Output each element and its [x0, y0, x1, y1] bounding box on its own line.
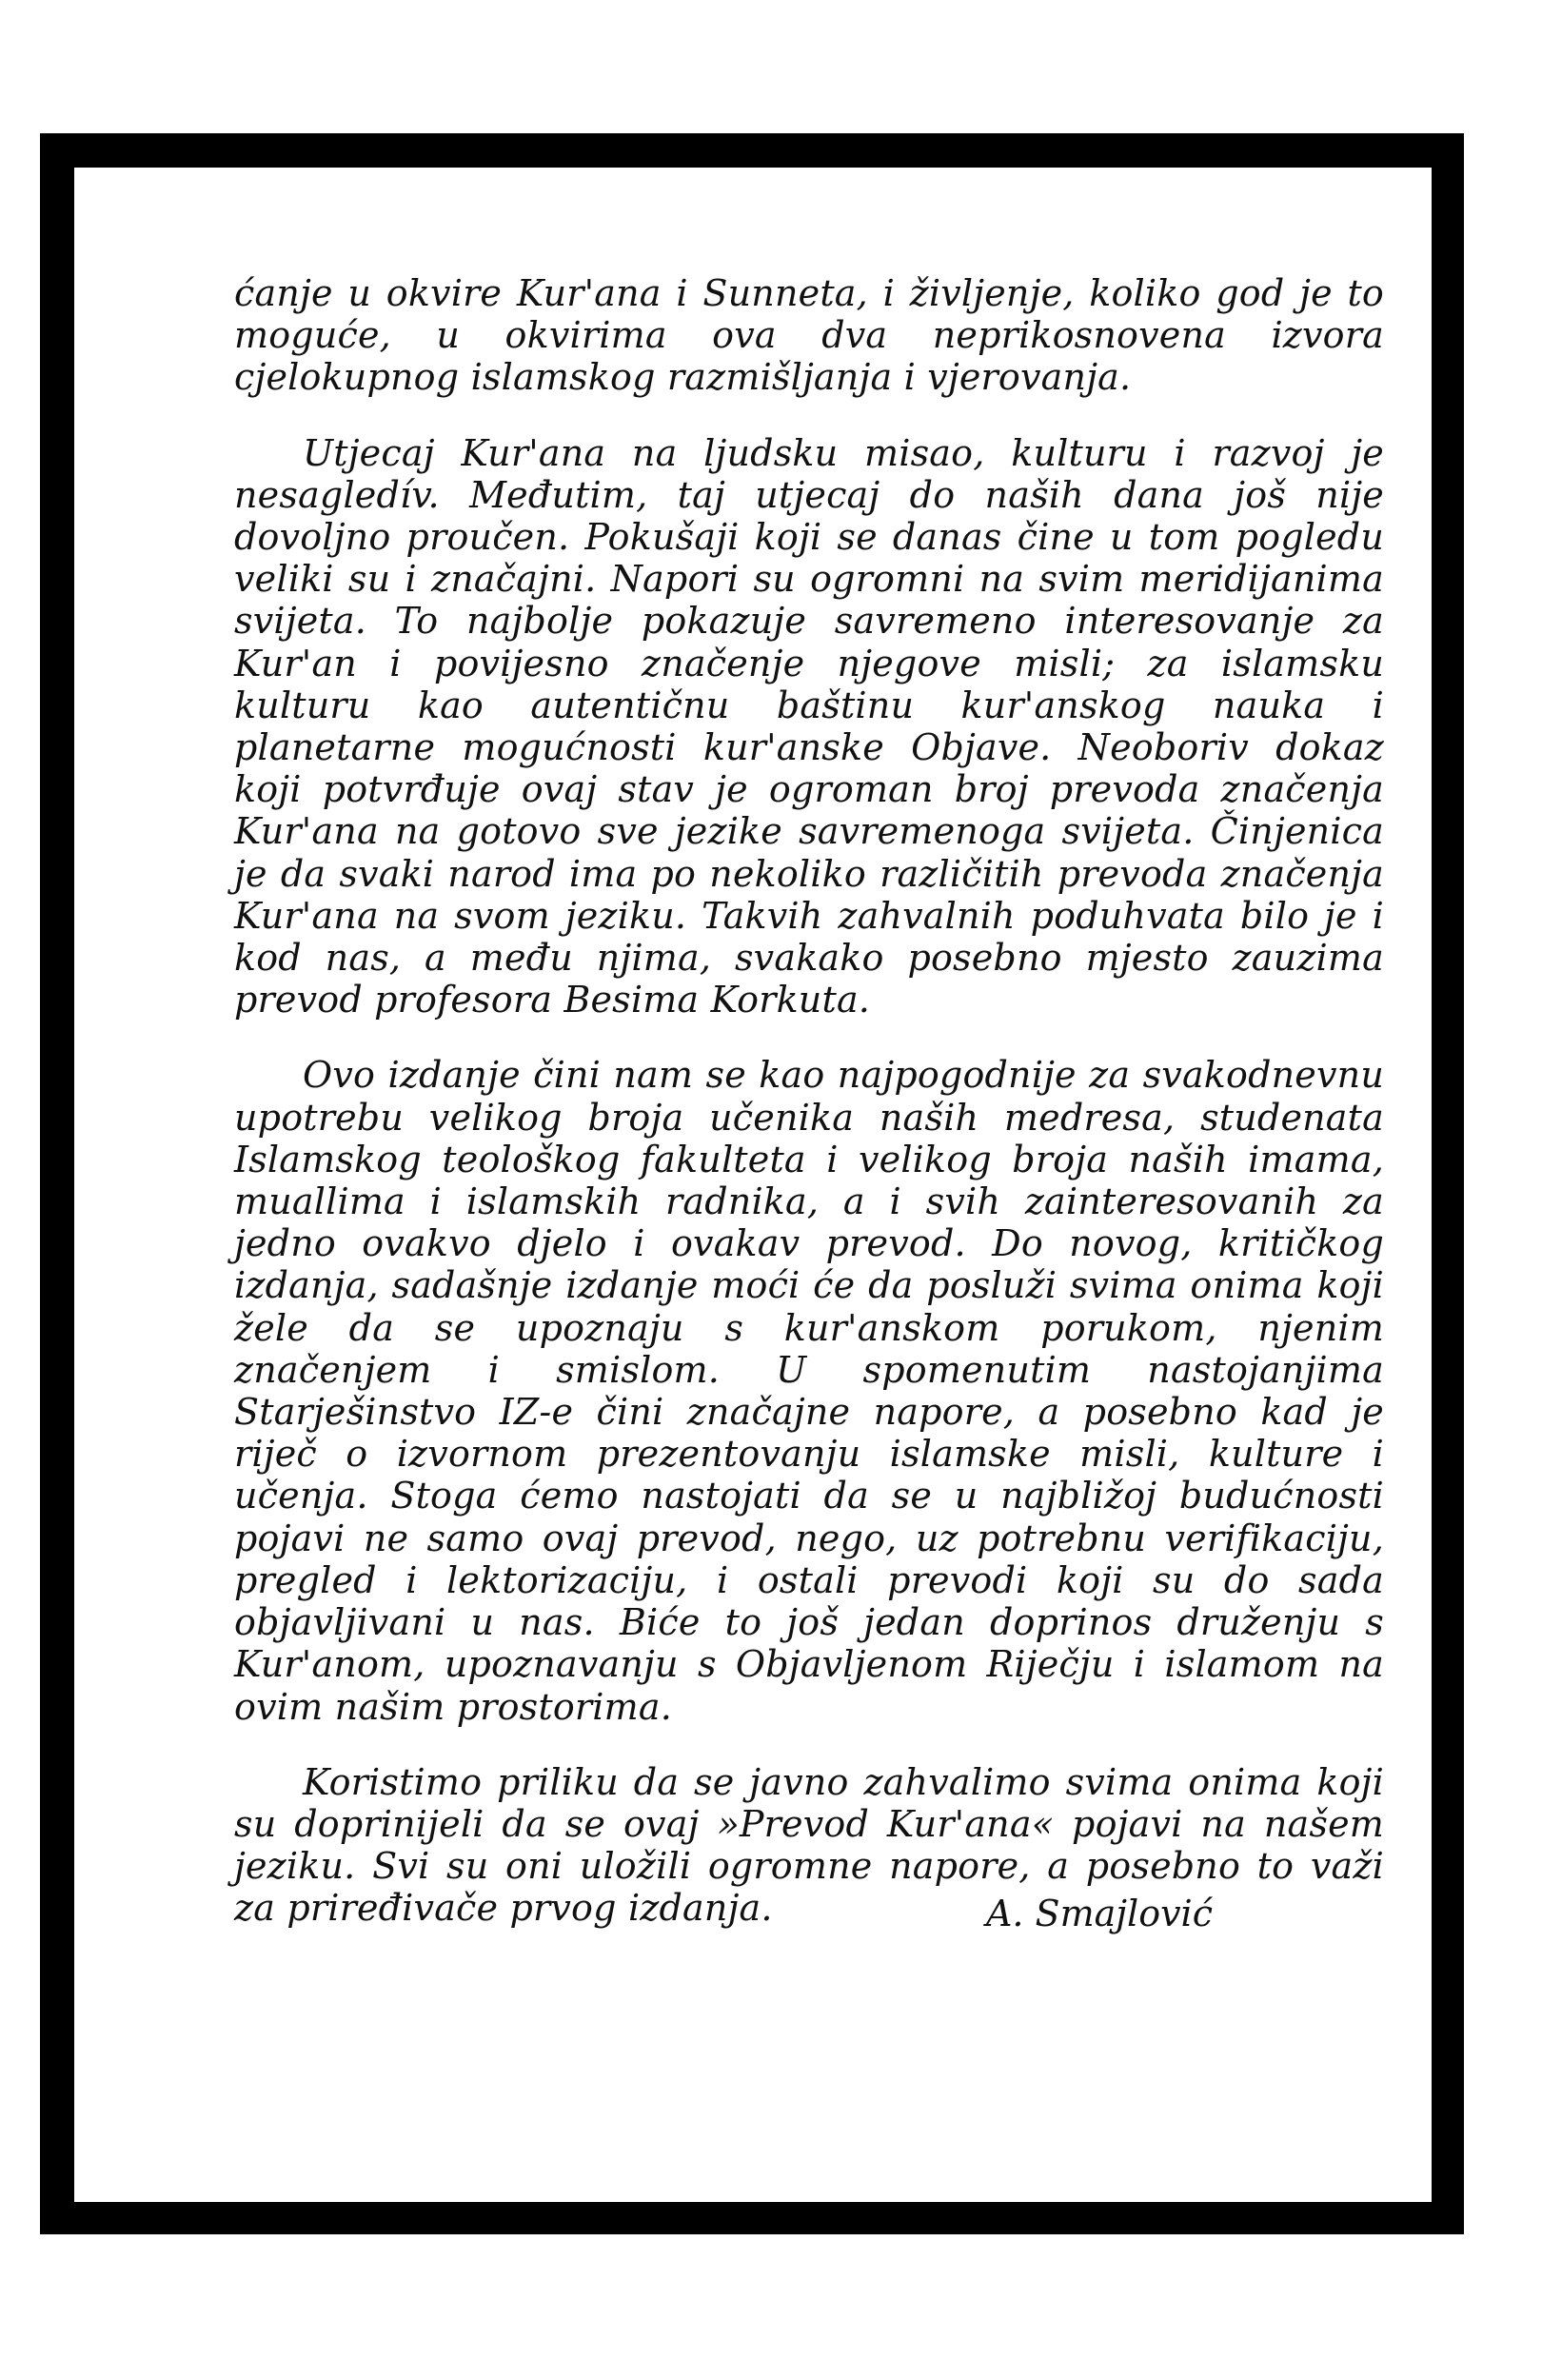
author-signature: A. Smajlović	[985, 1893, 1213, 1934]
page-border-frame	[40, 133, 1464, 2234]
paragraph-edition: Ovo izdanje čini nam se kao najpogodnije za svakodnevnu upotrebu velikog broja učenika naših medresa, studenata Islamskog teološkog fakulteta i velikog broja naših imama, muallima i islamskih radnika, a i svih zainteresovanih za jedno ovakvo djelo i ovakav prevod. Do novog, kritičkog izdanja, sadašnje izdanje moći će da posluži svima onima koji žele da se upoznaju s kur'anskom porukom, njenim značenjem i smislom. U spomenutim nastojanjima Starješinstvo IZ-e čini značajne napore, a posebno kad je riječ o izvornom prezentovanju islamske misli, kulture i učenja. Stoga ćemo nastojati da se u najbližoj budućnosti pojavi ne samo ovaj prevod, nego, uz potrebnu verifikaciju, pregled i lektorizaciju, i ostali prevodi koji su do sada objavljivani u nas. Biće to još jedan doprinos druženju s Kur'anom, upoznavanju s Objavljenom Riječju i islamom na ovim našim prostorima.	[234, 1054, 1384, 1728]
paragraph-thanks: Koristimo priliku da se javno zahvalimo svima onima koji su doprinijeli da se ovaj »Prevod Kur'ana« pojavi na našem jeziku. Svi su oni uložili ogromne napore, a posebno to važi za priređivače prvog izdanja.	[234, 1760, 1384, 1930]
page-sheet	[74, 168, 1432, 2202]
paragraph-continuation: ćanje u okvire Kur'ana i Sunneta, i življenje, koliko god je to moguće, u okvirima ova dva neprikosnovena izvora cjelokupnog islamskog razmišljanja i vjerovanja.	[234, 272, 1384, 399]
paragraph-influence: Utjecaj Kur'ana na ljudsku misao, kulturu i razvoj je nesagledív. Međutim, taj utjecaj do naših dana još nije dovoljno proučen. Pokušaji koji se danas čine u tom pogledu veliki su i značajni. Napori su ogromni na svim meridijanima svijeta. To najbolje pokazuje savremeno interesovanje za Kur'an i povijesno značenje njegove misli; za islamsku kulturu kao autentičnu baštinu kur'anskog nauka i planetarne mogućnosti kur'anske Objave. Neoboriv dokaz koji potvrđuje ovaj stav je ogroman broj prevoda značenja Kur'ana na gotovo sve jezike savremenoga svijeta. Činjenica je da svaki narod ima po nekoliko različitih prevoda značenja Kur'ana na svom jeziku. Takvih zahvalnih poduhvata bilo je i kod nas, a među njima, svakako posebno mjesto zauzima prevod profesora Besima Korkuta.	[234, 431, 1384, 1021]
body-text	[234, 272, 1384, 1930]
